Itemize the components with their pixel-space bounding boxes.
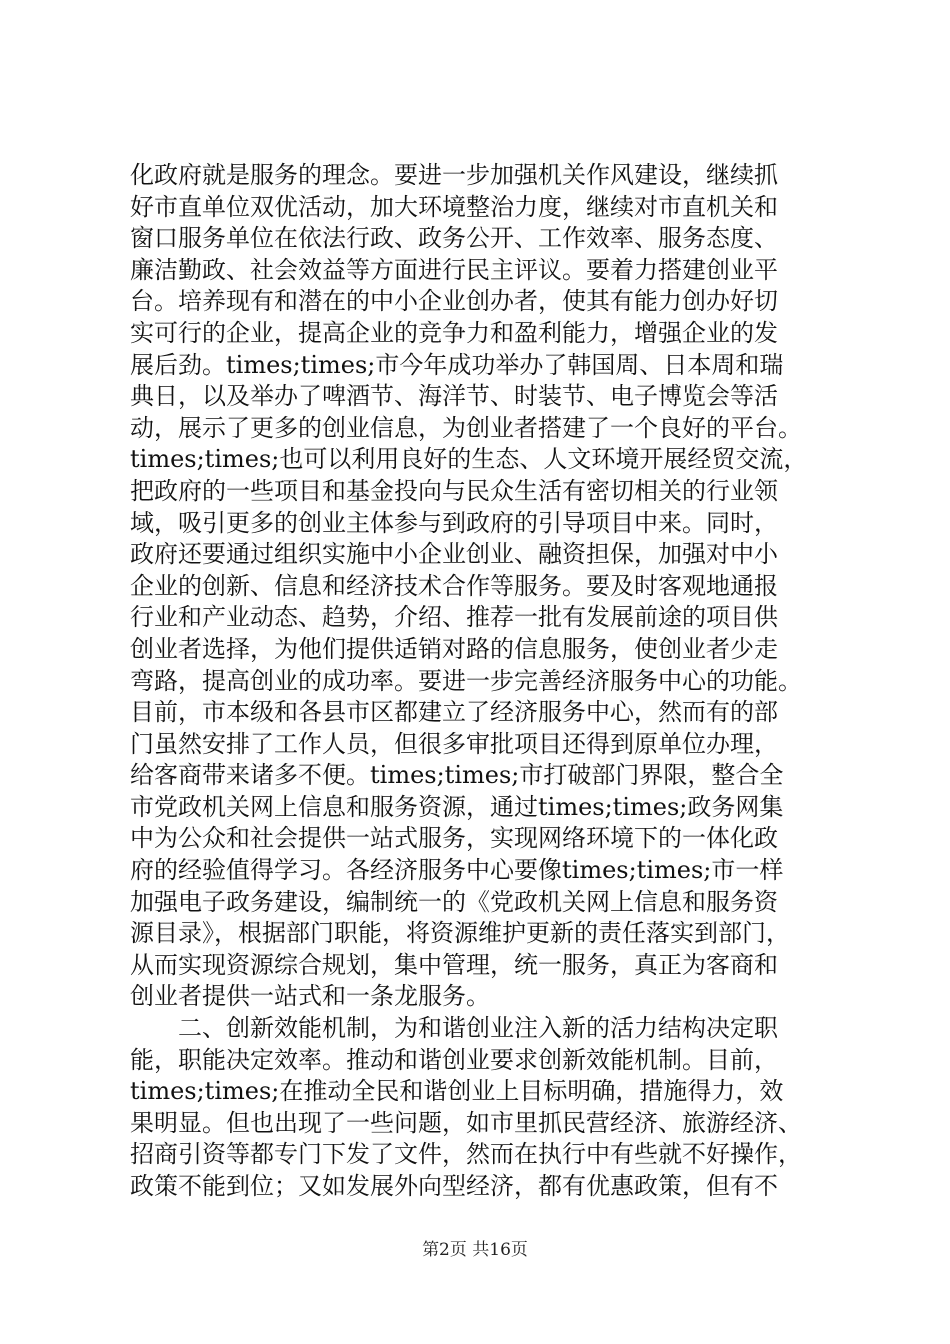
text-line: 典日，以及举办了啤酒节、海洋节、时装节、电子博览会等活 [130,382,778,411]
text-line: 市党政机关网上信息和服务资源，通过times;times;政务网集 [130,792,784,821]
text-line: 门虽然安排了工作人员，但很多审批项目还得到原单位办理， [130,729,778,758]
text-line: 从而实现资源综合规划，集中管理，统一服务，真正为客商和 [130,950,778,979]
text-line: 加强电子政务建设，编制统一的《党政机关网上信息和服务资 [130,887,778,916]
text-line: 府的经验值得学习。各经济服务中心要像times;times;市一样 [130,856,784,885]
text-line: 创业者提供一站式和一条龙服务。 [130,982,490,1011]
text-line: 政策不能到位；又如发展外向型经济，都有优惠政策，但有不 [130,1172,778,1200]
text-line: 窗口服务单位在依法行政、政务公开、工作效率、服务态度、 [130,224,778,253]
document-body [130,160,850,1203]
text-line: 创业者选择，为他们提供适销对路的信息服务，使创业者少走 [130,634,778,663]
text-line: times;times;也可以利用良好的生态、人文环境开展经贸交流， [130,445,808,474]
text-line: 能，职能决定效率。推动和谐创业要求创新效能机制。目前， [130,1045,778,1074]
text-line: 弯路，提高创业的成功率。要进一步完善经济服务中心的功能。 [130,666,802,695]
text-line: 实可行的企业，提高企业的竞争力和盈利能力，增强企业的发 [130,318,778,347]
text-line: 中为公众和社会提供一站式服务，实现网络环境下的一体化政 [130,824,778,853]
text-line: times;times;在推动全民和谐创业上目标明确，措施得力，效 [130,1077,784,1106]
text-line: 域，吸引更多的创业主体参与到政府的引导项目中来。同时， [130,508,778,537]
text-line: 果明显。但也出现了一些问题，如市里抓民营经济、旅游经济、 [130,1108,802,1137]
page-number-footer: 第2页 共16页 [422,1240,528,1260]
text-line: 给客商带来诸多不便。times;times;市打破部门界限，整合全 [130,761,784,790]
section-heading-line: 二、创新效能机制，为和谐创业注入新的活力结构决定职 [178,1014,778,1043]
text-line: 动，展示了更多的创业信息，为创业者搭建了一个良好的平台。 [130,413,802,442]
text-line: 政府还要通过组织实施中小企业创业、融资担保，加强对中小 [130,540,778,569]
text-line: 把政府的一些项目和基金投向与民众生活有密切相关的行业领 [130,476,778,505]
text-line: 好市直单位双优活动，加大环境整治力度，继续对市直机关和 [130,192,778,221]
text-line: 目前，市本级和各县市区都建立了经济服务中心，然而有的部 [130,698,778,727]
text-line: 台。培养现有和潜在的中小企业创办者，使其有能力创办好切 [130,287,778,316]
text-line: 展后劲。times;times;市今年成功举办了韩国周、日本周和瑞 [130,350,784,379]
text-line: 招商引资等都专门下发了文件，然而在执行中有些就不好操作， [130,1140,802,1169]
text-line: 行业和产业动态、趋势，介绍、推荐一批有发展前途的项目供 [130,603,778,632]
text-line: 化政府就是服务的理念。要进一步加强机关作风建设，继续抓 [130,161,778,189]
text-line: 源目录》，根据部门职能，将资源维护更新的责任落实到部门， [130,919,790,948]
text-line: 廉洁勤政、社会效益等方面进行民主评议。要着力搭建创业平 [130,255,778,284]
text-line: 企业的创新、信息和经济技术合作等服务。要及时客观地通报 [130,571,778,600]
